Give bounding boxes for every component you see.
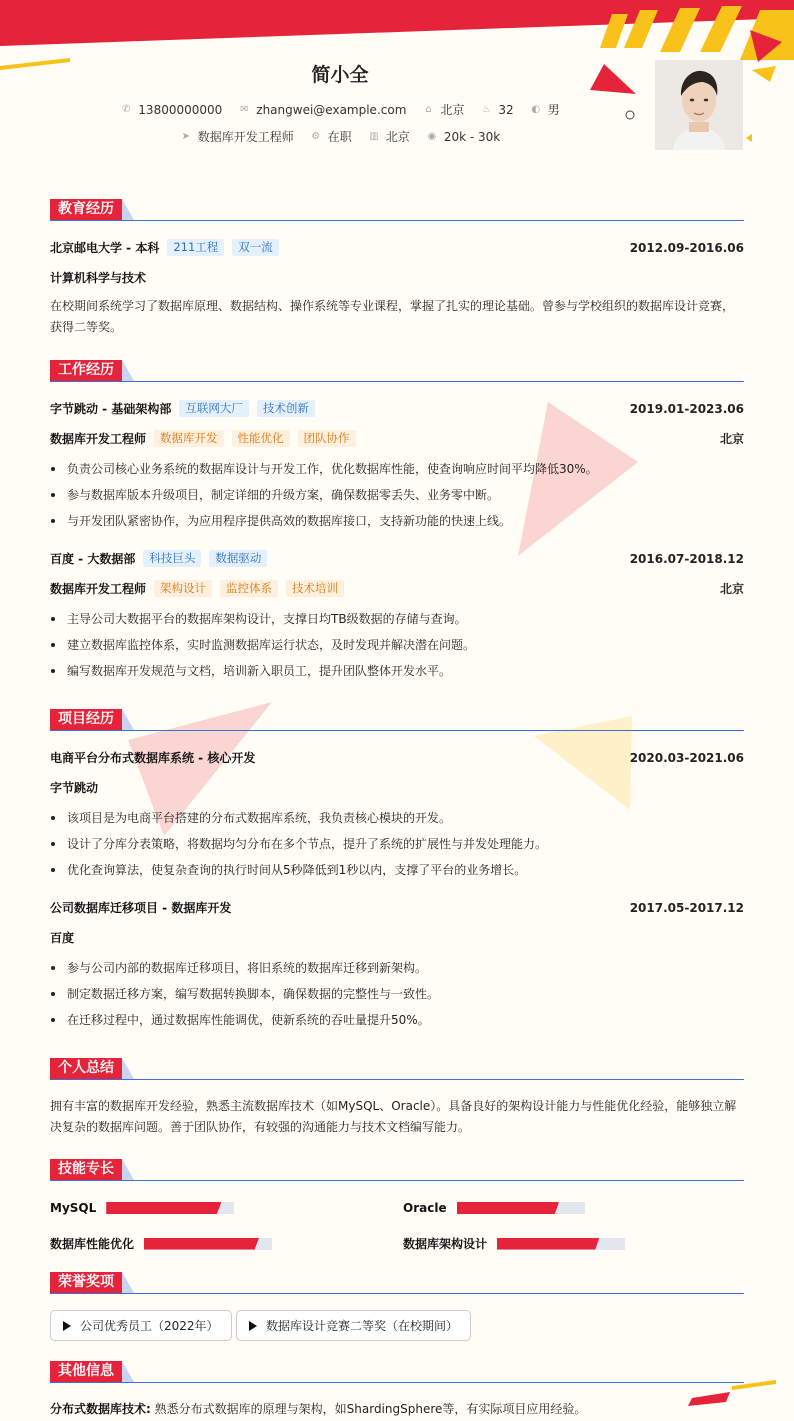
company-tag: 数据驱动: [209, 550, 267, 567]
age-text: 32: [498, 102, 514, 117]
company-tag: 互联网大厂: [179, 400, 249, 417]
avatar-portrait-icon: [655, 60, 743, 150]
work-section: [50, 360, 744, 678]
skill-level-fill: [497, 1238, 599, 1250]
other-info-line: [50, 1399, 744, 1420]
project-company-row: [50, 779, 744, 796]
phone-item: [120, 103, 222, 117]
project-company: 百度: [50, 931, 75, 945]
skill-item: [50, 1235, 272, 1252]
project-company-row: [50, 929, 744, 946]
skill-tag: 监控体系: [220, 580, 278, 597]
title-triangle-icon: [122, 1272, 134, 1293]
skill-level-fill: [144, 1238, 259, 1250]
age-item: [480, 103, 513, 117]
work-section-title: [50, 360, 744, 382]
other-section-title: [50, 1361, 744, 1383]
skill-name: MySQL: [50, 1201, 97, 1215]
work-date: 2016.07-2018.12: [629, 551, 744, 566]
section-title-label: 个人总结: [50, 1058, 122, 1079]
work-position-row: [50, 580, 744, 597]
project-section-title: [50, 709, 744, 731]
section-title-label: 荣誉奖项: [50, 1272, 122, 1293]
award-item[interactable]: [236, 1310, 471, 1341]
job-title-text: 数据库开发工程师: [197, 130, 294, 144]
project-section: [50, 709, 744, 1027]
gender-text: 男: [547, 103, 560, 117]
section-title-label: 技能专长: [50, 1159, 122, 1180]
title-triangle-icon: [122, 360, 134, 381]
list-item: 该项目是为电商平台搭建的分布式数据库系统，我负责核心模块的开发。: [50, 811, 744, 837]
building-icon: ▥: [369, 130, 379, 142]
project-date: 2020.03-2021.06: [629, 750, 744, 765]
mail-icon: ✉: [240, 103, 249, 115]
project-date: 2017.05-2017.12: [629, 900, 744, 915]
project-title-row: [50, 899, 744, 916]
avatar-photo: [655, 60, 743, 150]
list-item: 在迁移过程中，通过数据库性能调优，使新系统的吞吐量提升50%。: [50, 1013, 744, 1039]
school-tag: 双一流: [232, 239, 279, 256]
work-bullets: [50, 612, 744, 690]
send-icon: ➤: [181, 130, 190, 142]
education-date: 2012.09-2016.06: [629, 240, 744, 255]
status-text: 在职: [327, 130, 352, 144]
list-item: 与开发团队紧密协作，为应用程序提供高效的数据库接口，支持新功能的快速上线。: [50, 514, 744, 540]
list-item: 建立数据库监控体系，实时监测数据库运行状态，及时发现并解决潜在问题。: [50, 638, 744, 664]
education-description: 在校期间系统学习了数据库原理、数据结构、操作系统等专业课程，掌握了扎实的理论基础。曾参与学校组织的数据库设计竞赛，获得二等奖。: [50, 299, 735, 334]
city-text: 北京: [440, 103, 465, 117]
project-title-row: [50, 749, 744, 766]
work-date: 2019.01-2023.06: [629, 401, 744, 416]
section-title-label: 项目经历: [50, 709, 122, 730]
position-name: 数据库开发工程师: [50, 432, 147, 446]
work-company-row: [50, 400, 744, 417]
major-row: [50, 269, 744, 286]
city-item: [422, 101, 464, 118]
skill-level-bar: [144, 1238, 272, 1250]
major-name: 计算机科学与技术: [50, 271, 147, 285]
project-bullets: [50, 961, 744, 1039]
project-title: 电商平台分布式数据库系统 - 核心开发: [50, 751, 256, 765]
job-title-item: [180, 128, 294, 145]
summary-text: 拥有丰富的数据库开发经验，熟悉主流数据库技术（如MySQL、Oracle）。具备良好的架构设计能力与性能优化经验，能够独立解决复杂的数据库问题。善于团队协作，有较强的沟通能力与技术文档编写能力。: [50, 1099, 737, 1134]
education-header-row: [50, 239, 744, 256]
summary-section: [50, 1058, 744, 1134]
skill-tag: 架构设计: [154, 580, 212, 597]
skill-item: [50, 1201, 234, 1215]
position-name: 数据库开发工程师: [50, 582, 147, 596]
company-tag: 技术创新: [257, 400, 315, 417]
title-triangle-icon: [122, 1159, 134, 1180]
list-item: 优化查询算法，使复杂查询的执行时间从5秒降低到1秒以内，支撑了平台的业务增长。: [50, 863, 744, 889]
section-title-label: 教育经历: [50, 199, 122, 220]
company-name: 字节跳动 - 基础架构部: [50, 402, 172, 416]
contact-row: [0, 101, 680, 118]
company-tag: 科技巨头: [143, 550, 201, 567]
email-item: [238, 103, 406, 117]
skill-level-bar: [497, 1238, 625, 1250]
title-triangle-icon: [122, 709, 134, 730]
award-text: 公司优秀员工（2022年）: [80, 1319, 219, 1333]
gender-item: [530, 101, 560, 118]
skill-level-bar: [106, 1202, 234, 1214]
award-item[interactable]: [50, 1310, 232, 1341]
gender-icon: ◐: [531, 103, 541, 115]
title-triangle-icon: [122, 1058, 134, 1079]
skill-name: Oracle: [403, 1201, 447, 1215]
skills-section: [50, 1159, 744, 1259]
salary-item: [426, 130, 500, 144]
work-location: 北京: [719, 582, 744, 596]
phone-icon: ✆: [122, 103, 131, 115]
salary-text: 20k - 30k: [443, 129, 501, 144]
skill-item: [403, 1201, 585, 1215]
section-title-label: 工作经历: [50, 360, 122, 381]
skill-tag: 团队协作: [298, 430, 356, 447]
skill-item: [403, 1235, 625, 1252]
work-company-row: [50, 550, 744, 567]
list-item: 制定数据迁移方案，编写数据转换脚本，确保数据的完整性与一致性。: [50, 987, 744, 1013]
email-text: zhangwei@example.com: [256, 102, 407, 117]
job-intent-row: [0, 128, 680, 145]
skills-section-title: [50, 1159, 744, 1181]
gear-icon: ⚙: [311, 130, 321, 142]
skill-tag: 性能优化: [232, 430, 290, 447]
status-item: [310, 128, 352, 145]
award-text: 数据库设计竞赛二等奖（在校期间）: [266, 1319, 459, 1333]
section-title-label: 其他信息: [50, 1361, 122, 1382]
awards-list: [50, 1310, 744, 1341]
work-location: 北京: [719, 432, 744, 446]
list-item: 参与公司内部的数据库迁移项目，将旧系统的数据库迁移到新架构。: [50, 961, 744, 987]
skill-tag: 数据库开发: [154, 430, 224, 447]
other-info-label: 分布式数据库技术:: [50, 1402, 151, 1416]
candidate-name: 简小全: [311, 64, 369, 86]
skill-name: 数据库架构设计: [403, 1237, 488, 1251]
list-item: 设计了分库分表策略，将数据均匀分布在多个节点，提升了系统的扩展性与并发处理能力。: [50, 837, 744, 863]
skill-level-fill: [457, 1202, 559, 1214]
school-tag: 211工程: [167, 239, 224, 256]
education-section-title: [50, 199, 744, 221]
project-company: 字节跳动: [50, 781, 99, 795]
phone-text: 13800000000: [138, 102, 223, 117]
school-name: 北京邮电大学 - 本科: [50, 241, 160, 255]
list-item: 负责公司核心业务系统的数据库设计与开发工作，优化数据库性能，使查询响应时间平均降低30%。: [50, 462, 744, 488]
awards-section-title: [50, 1272, 744, 1294]
summary-section-title: [50, 1058, 744, 1080]
education-section: [50, 199, 744, 334]
play-triangle-icon: [63, 1321, 71, 1331]
expected-city-item: [368, 128, 410, 145]
skill-name: 数据库性能优化: [50, 1237, 135, 1251]
other-info-text: 熟悉分布式数据库的原理与架构，如ShardingSphere等，有实际项目应用经验。: [154, 1402, 587, 1416]
title-triangle-icon: [122, 1361, 134, 1382]
skill-level-bar: [457, 1202, 585, 1214]
project-title: 公司数据库迁移项目 - 数据库开发: [50, 901, 232, 915]
work-bullets: [50, 462, 744, 540]
awards-section: [50, 1272, 744, 1342]
skill-level-fill: [106, 1202, 221, 1214]
home-icon: ⌂: [425, 103, 432, 115]
expected-city-text: 北京: [385, 130, 410, 144]
resume-header: [0, 0, 794, 170]
coin-icon: ◉: [427, 130, 437, 142]
list-item: 主导公司大数据平台的数据库架构设计，支撑日均TB级数据的存储与查询。: [50, 612, 744, 638]
list-item: 编写数据库开发规范与文档，培训新入职员工，提升团队整体开发水平。: [50, 664, 744, 690]
project-bullets: [50, 811, 744, 889]
list-item: 参与数据库版本升级项目，制定详细的升级方案，确保数据零丢失、业务零中断。: [50, 488, 744, 514]
cake-icon: ♨: [481, 103, 491, 115]
company-name: 百度 - 大数据部: [50, 552, 136, 566]
title-triangle-icon: [122, 199, 134, 220]
play-triangle-icon: [249, 1321, 257, 1331]
work-position-row: [50, 430, 744, 447]
other-section: [50, 1361, 744, 1421]
skill-tag: 技术培训: [286, 580, 344, 597]
